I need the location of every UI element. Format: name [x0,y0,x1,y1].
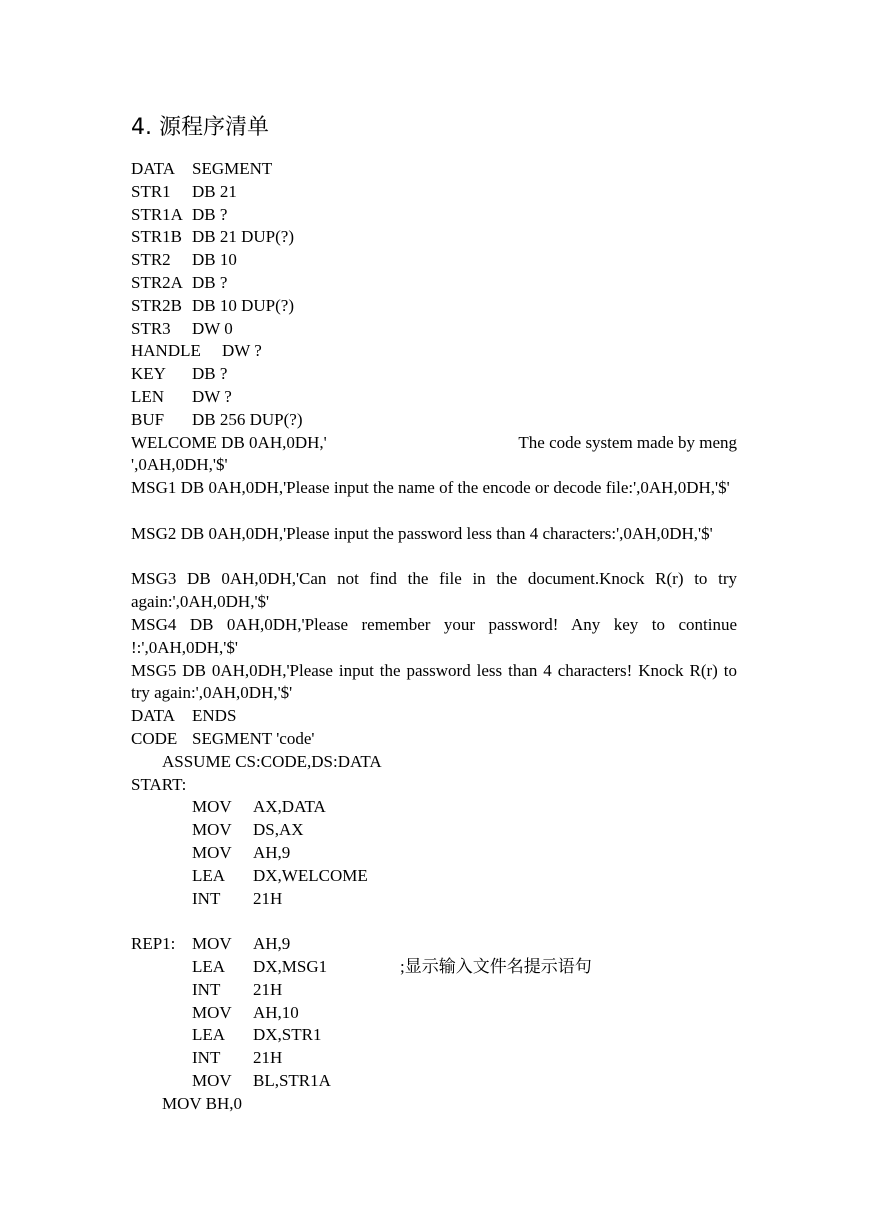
code-arg: AH,10 [253,1002,299,1022]
decl-value: DB 21 [192,181,237,201]
code-line [0,1002,869,1024]
section-heading: 4. 源程序清单 [131,115,269,140]
decl-value: DW ? [192,387,232,406]
decl-value: SEGMENT [192,159,273,178]
decl-name: STR1B [131,227,183,247]
welcome-declaration [0,432,869,454]
code-arg: 21H [253,979,283,999]
data-declaration [0,226,869,248]
decl-value: DB ? [192,364,228,384]
code-op: LEA [192,865,226,885]
decl-name: LEN [131,387,165,406]
data-declaration [0,363,869,385]
data-declaration [0,409,869,431]
decl-value: DB 256 DUP(?) [192,409,303,429]
code-label: START: [131,774,187,794]
code-label: DATA [131,706,175,726]
code-arg: DX,MSG1 [253,957,328,976]
data-declaration [0,295,869,317]
data-declaration [0,340,869,362]
code-op: MOV [192,1002,232,1022]
code-line [0,1093,869,1115]
code-arg: 21H [253,888,283,908]
code-line [0,979,869,1001]
code-line [0,705,869,727]
decl-name: DATA [131,159,175,178]
data-declaration [0,158,869,180]
decl-value: DW ? [222,341,262,361]
code-arg: DX,STR1 [253,1025,322,1045]
decl-name: STR1 [131,181,171,201]
welcome-continuation [0,454,869,476]
code-arg: AH,9 [253,843,291,862]
data-declaration [0,318,869,340]
code-arg: AX,DATA [253,797,326,817]
code-op: MOV [192,820,232,840]
code-op: MOV [192,843,232,862]
code-op: MOV [192,797,232,817]
code-label: REP1: [131,934,176,954]
decl-name: STR3 [131,318,171,338]
code-op: INT [192,979,221,999]
welcome-tail: The code system made by meng [518,432,737,452]
data-declaration [0,386,869,408]
code-op: ENDS [192,706,237,726]
data-declaration [0,272,869,294]
decl-value: DB 10 DUP(?) [192,295,294,315]
data-declaration [0,181,869,203]
message-declaration: MSG5 DB 0AH,0DH,'Please input the password less than 4 characters! Knock R(r) to try again:',0AH,0DH,'$' [131,660,737,703]
code-line [0,751,869,773]
message-declaration: MSG1 DB 0AH,0DH,'Please input the name of the encode or decode file:',0AH,0DH,'$' [131,478,730,498]
decl-name: STR2A [131,273,183,292]
code-op: INT [192,1048,221,1068]
code-line [0,1047,869,1069]
code-line [0,819,869,841]
message-declaration: MSG4 DB 0AH,0DH,'Please remember your password! Any key to continue !:',0AH,0DH,'$' [131,615,737,657]
decl-name: STR1A [131,204,183,224]
decl-value: DB 21 DUP(?) [192,227,294,247]
decl-name: STR2 [131,250,171,270]
code-op: LEA [192,957,226,976]
code-arg: 21H [253,1048,283,1068]
code-line [0,728,869,750]
code-arg: DX,WELCOME [253,865,368,885]
decl-name: BUF [131,409,165,429]
decl-value: DW 0 [192,318,233,338]
code-line [0,933,869,955]
code-op: MOV [192,934,232,954]
code-line [0,865,869,887]
code-line [0,774,869,796]
decl-name: KEY [131,364,166,384]
decl-value: DB 10 [192,250,237,270]
welcome-cont: ',0AH,0DH,'$' [131,455,228,475]
decl-name: HANDLE [131,341,201,361]
data-declaration [0,204,869,226]
decl-name: STR2B [131,295,183,315]
code-comment: ;显示输入文件名提示语句 [400,957,592,976]
message-declaration: MSG2 DB 0AH,0DH,'Please input the password less than 4 characters:',0AH,0DH,'$' [131,523,713,543]
code-op: MOV [192,1071,232,1090]
welcome-head: WELCOME DB 0AH,0DH,' [131,432,327,452]
decl-value: DB ? [192,273,228,292]
code-op: INT [192,888,221,908]
code-arg: AH,9 [253,934,291,954]
code-line [0,888,869,910]
code-op: SEGMENT 'code' [192,729,315,748]
code-line [0,796,869,818]
code-line [0,910,869,932]
code-label: CODE [131,729,178,748]
message-declaration: MSG3 DB 0AH,0DH,'Can not find the file in the document.Knock R(r) to try again:',0AH,0DH,'$' [131,569,737,612]
code-line [0,842,869,864]
code-indented: MOV BH,0 [162,1093,242,1113]
data-declaration [0,249,869,271]
decl-value: DB ? [192,204,228,224]
code-line [0,1024,869,1046]
code-line [0,956,869,978]
code-arg: BL,STR1A [253,1071,331,1090]
code-indented: ASSUME CS:CODE,DS:DATA [162,751,382,771]
code-line [0,1070,869,1092]
code-op: LEA [192,1025,226,1045]
code-arg: DS,AX [253,820,304,840]
